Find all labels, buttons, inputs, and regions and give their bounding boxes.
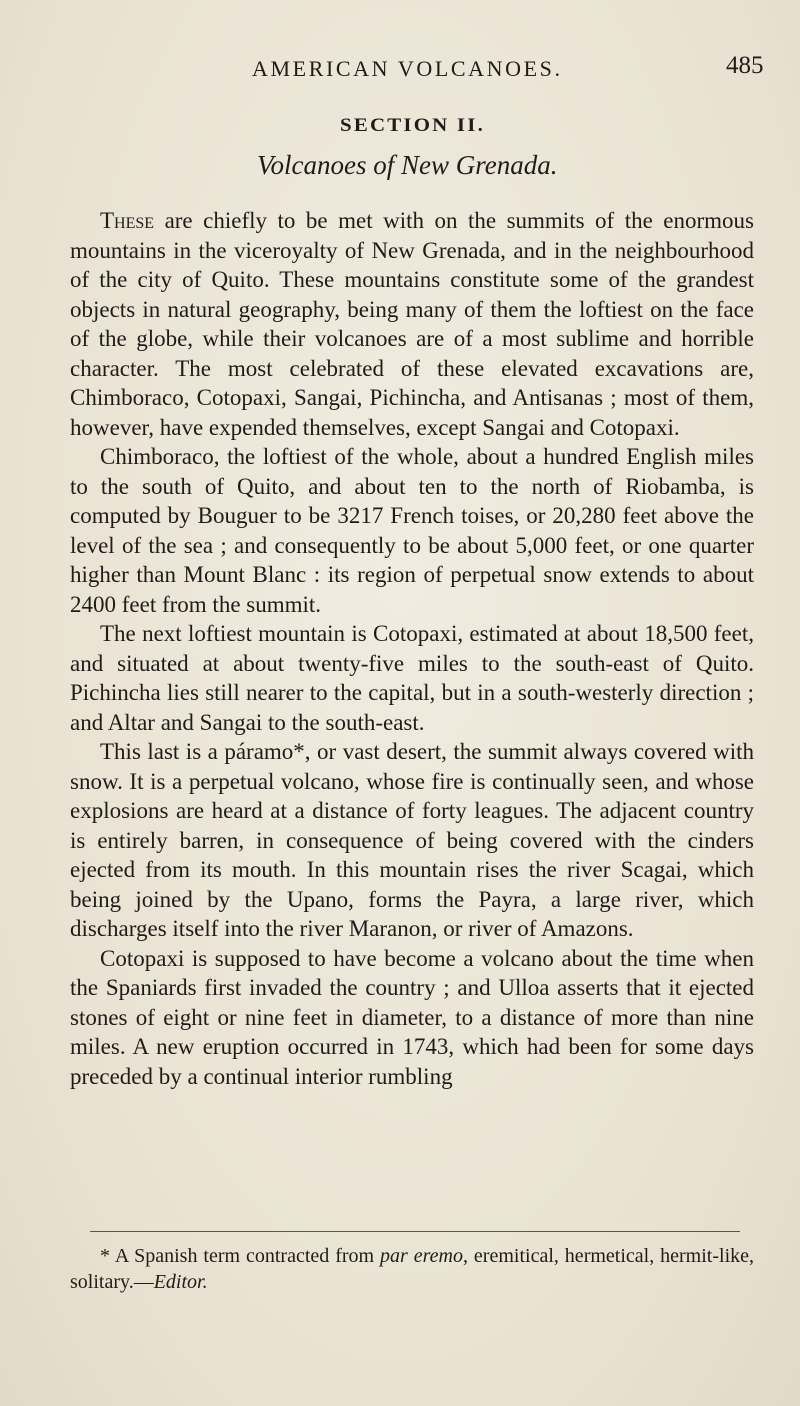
footnote-divider	[90, 1231, 740, 1232]
section-title: Volcanoes of New Grenada.	[257, 150, 558, 180]
section-label: SECTION II.	[340, 115, 486, 136]
running-title: AMERICAN VOLCANOES.	[252, 56, 563, 81]
paragraph-text: are chiefly to be met with on the summits of the enormous mountains in the viceroyalty of New Grenada, and in the neighbourhood of the city of Quito. These mountains constitute some of the grandest objects in natural geography, being many of them the loftiest on the face of the globe, while their volcanoes are of a most sublime and horrible character. The most celebrated of these elevated excavations are, Chimboraco, Cotopaxi, Sangai, Pichincha, and Antisanas ; most of them, however, have expended themselves, except Sangai and Cotopaxi.	[70, 208, 754, 440]
footnote-text: , eremitical, hermetical, hermit-like, solitary.—	[70, 1245, 754, 1293]
paragraph: The next loftiest mountain is Cotopaxi, estimated at about 18,500 feet, and situated at about twenty-five miles to the south-east of Quito. Pichincha lies still nearer to the capital, but in a south-westerly direction ; and Altar and Sangai to the south-east.	[70, 621, 754, 735]
paragraph: This last is a páramo*, or vast desert, the summit always covered with snow. It is a perpetual volcano, whose fire is continually seen, and whose explosions are heard at a distance of forty leagues. The adjacent country is entirely barren, in consequence of being covered with the cinders ejected from its mouth. In this mountain rises the river Scagai, which being joined by the Upano, forms the Payra, a large river, which discharges itself into the river Maranon, or river of Amazons.	[70, 739, 754, 941]
footnote-text: * A Spanish term contracted from	[100, 1245, 381, 1267]
paragraph-lead-word: These	[100, 208, 155, 233]
paragraph	[70, 206, 754, 442]
paragraph: Chimboraco, the loftiest of the whole, about a hundred English miles to the south of Quito, and about ten to the north of Riobamba, is computed by Bouguer to be 3217 French toises, or 20,280 feet above the level of the sea ; and consequently to be about 5,000 feet, or one quarter higher than Mount Blanc : its region of perpetual snow extends to about 2400 feet from the summit.	[70, 444, 754, 617]
footnote	[70, 1243, 754, 1295]
paragraph: Cotopaxi is supposed to have become a volcano about the time when the Spaniards first invaded the country ; and Ulloa asserts that it ejected stones of eight or nine feet in diameter, to a distance of more than nine miles. A new eruption occurred in 1743, which had been for some days preceded by a continual interior rumbling	[70, 945, 754, 1089]
footnote-editor: Editor.	[153, 1271, 208, 1293]
page-number: 485	[726, 52, 764, 79]
footnote-italic-term: par eremo	[380, 1245, 463, 1267]
body-text	[70, 206, 754, 1091]
